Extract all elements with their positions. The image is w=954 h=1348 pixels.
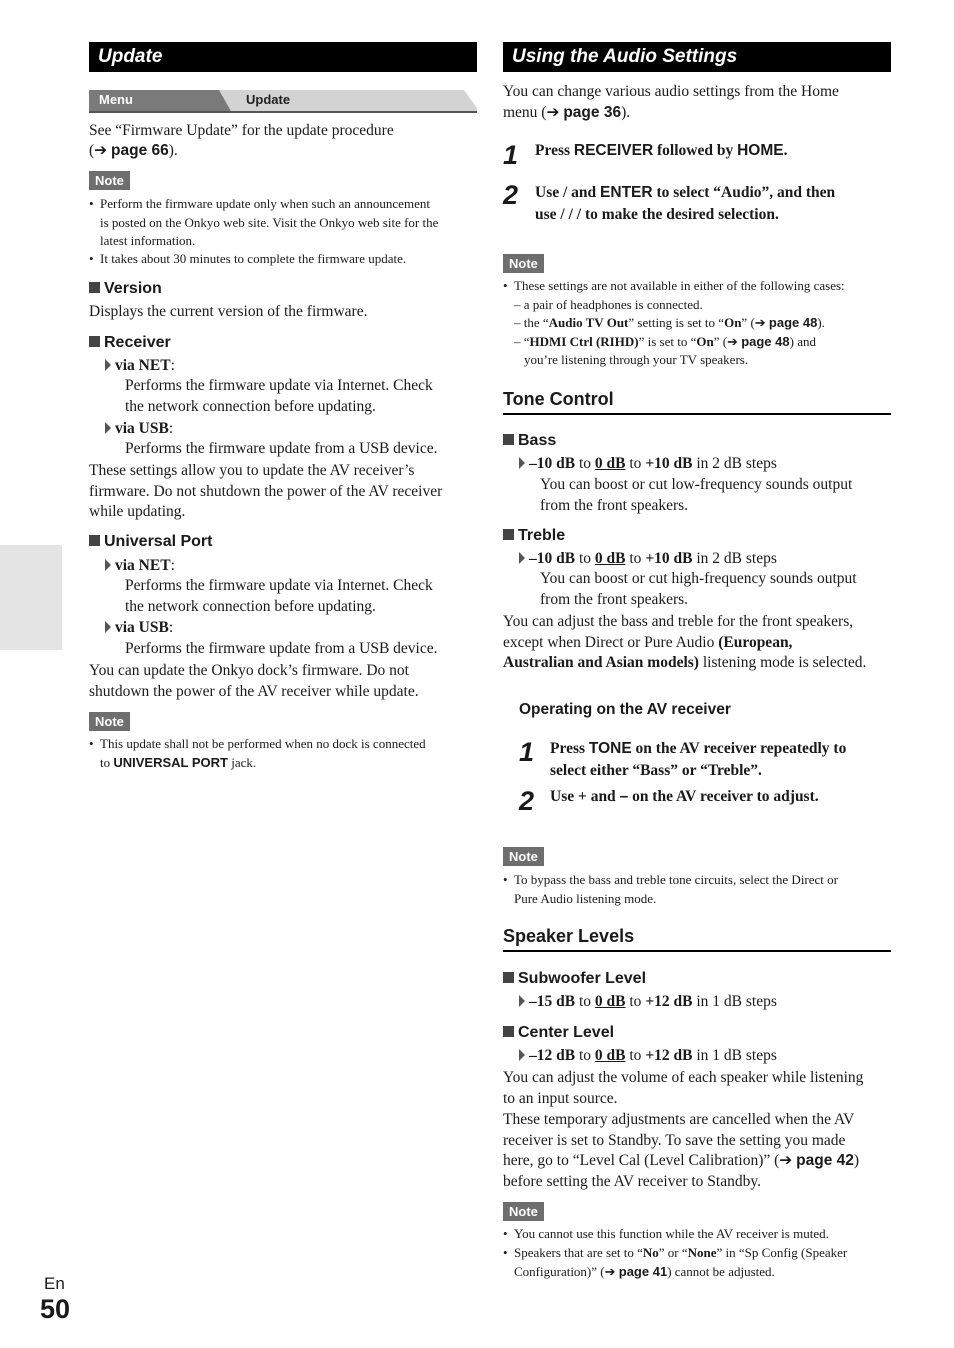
universal-port-heading: Universal Port — [89, 532, 212, 552]
subwoofer-range: –15 dB to 0 dB to +12 dB in 1 dB steps — [519, 992, 777, 1013]
speaker-note-bullet-1: • You cannot use this function while the AV receiver is muted. — [503, 1225, 898, 1244]
menu-path-menu: Menu — [99, 92, 133, 107]
speaker-note-bullet-2: • Speakers that are set to “No” or “None” in “Sp Config (Speaker Configuration)” (➔ page 41) cannot be adjusted. — [503, 1244, 898, 1281]
universal-via-usb: via USB: — [105, 618, 173, 639]
note-badge: Note — [503, 1202, 544, 1221]
bass-range: –10 dB to 0 dB to +10 dB in 2 dB steps — [519, 454, 777, 475]
note-badge: Note — [503, 847, 544, 866]
receiver-heading: Receiver — [89, 333, 171, 353]
side-tab — [0, 545, 62, 650]
update-note-bullet-2: • It takes about 30 minutes to complete the firmware update. — [89, 250, 484, 269]
op-step-2-number: 2 — [519, 786, 535, 816]
receiver-net-desc: Performs the firmware update via Internet. Check the network connection before updating. — [125, 377, 433, 415]
universal-usb-desc: Performs the firmware update from a USB device. — [125, 640, 438, 657]
update-intro-line2: (➔ page 66). — [89, 142, 178, 159]
treble-heading: Treble — [503, 526, 565, 546]
op-step-1-text: Press TONE on the AV receiver repeatedly to select either “Bass” or “Treble”. — [550, 740, 847, 779]
receiver-via-usb: via USB: — [105, 419, 173, 440]
update-note-bullet-1: • Perform the firmware update only when such an announcement is posted on the Onkyo web site. Visit the Onkyo web site for the latest information. — [89, 195, 484, 251]
version-heading: Version — [89, 279, 162, 299]
speaker-para-1: You can adjust the volume of each speaker while listening to an input source. — [503, 1069, 864, 1107]
speaker-levels-rule — [503, 950, 891, 952]
menu-path — [89, 90, 477, 113]
audio-settings-section-title: Using the Audio Settings — [503, 42, 891, 72]
universal-note-bullet: • This update shall not be performed when no dock is connected to UNIVERSAL PORT jack. — [89, 735, 484, 772]
note-badge: Note — [503, 254, 544, 273]
page-36-link[interactable]: page 36 — [563, 103, 622, 121]
note-badge: Note — [89, 712, 130, 731]
bass-desc: You can boost or cut low-frequency sounds output from the front speakers. — [540, 476, 853, 514]
note-badge: Note — [89, 171, 130, 190]
page-48-link[interactable]: page 48 — [741, 333, 790, 349]
audio-intro: You can change various audio settings from the Home menu (➔ page 36). — [503, 83, 839, 121]
step-1-text: Press RECEIVER followed by HOME. — [535, 142, 788, 159]
receiver-via-net: via NET: — [105, 356, 175, 377]
step-1-number: 1 — [503, 140, 519, 170]
version-desc: Displays the current version of the firmware. — [89, 303, 368, 320]
page-41-link[interactable]: page 41 — [618, 1263, 668, 1279]
speaker-para-2: These temporary adjustments are cancelled when the AV receiver is set to Standby. To save the setting you made here, go to “Level Cal (Level Calibration)” (➔ page 42) before setting the AV receiver to Standby. — [503, 1111, 860, 1190]
language-label: En — [44, 1274, 65, 1293]
center-range: –12 dB to 0 dB to +12 dB in 1 dB steps — [519, 1046, 777, 1067]
menu-path-item: Update — [246, 92, 291, 107]
tone-note: • To bypass the bass and treble tone circuits, select the Direct or Pure Audio listening mode. — [503, 871, 898, 908]
page-48-link[interactable]: page 48 — [768, 315, 818, 330]
operating-heading: Operating on the AV receiver — [519, 701, 731, 718]
speaker-levels-heading: Speaker Levels — [503, 926, 635, 946]
bass-heading: Bass — [503, 431, 556, 451]
universal-via-net: via NET: — [105, 556, 175, 577]
receiver-usb-desc: Performs the firmware update from a USB device. — [125, 440, 438, 457]
update-intro-line1: See “Firmware Update” for the update procedure — [89, 122, 394, 139]
treble-range: –10 dB to 0 dB to +10 dB in 2 dB steps — [519, 549, 777, 570]
audio-note: • These settings are not available in either of the following cases: – a pair of headphones is connected. – the “Audio TV Out” setting is set to “On” (➔ page 48). – “HDMI Ctrl (RIHD)” is set to “On” (➔ page 48) and you’re listening through your TV speakers. — [503, 277, 898, 370]
universal-para: You can update the Onkyo dock’s firmware. Do not shutdown the power of the AV receiver while update. — [89, 662, 419, 700]
subwoofer-heading: Subwoofer Level — [503, 969, 646, 989]
universal-net-desc: Performs the firmware update via Internet. Check the network connection before updating. — [125, 577, 433, 615]
page-66-link[interactable]: page 66 — [111, 142, 169, 159]
op-step-1-number: 1 — [519, 737, 535, 767]
tone-para: You can adjust the bass and treble for the front speakers, except when Direct or Pure Audio (European, Australian and Asian models) listening mode is selected. — [503, 613, 867, 671]
tone-control-rule — [503, 413, 891, 415]
tone-control-heading: Tone Control — [503, 389, 614, 409]
center-heading: Center Level — [503, 1023, 614, 1043]
receiver-para: These settings allow you to update the AV receiver’s firmware. Do not shutdown the power of the AV receiver while updating. — [89, 462, 443, 520]
update-section-title: Update — [89, 42, 477, 72]
treble-desc: You can boost or cut high-frequency sounds output from the front speakers. — [540, 570, 857, 608]
page-number: 50 — [40, 1294, 71, 1324]
step-2-text: Use / and ENTER to select “Audio”, and then use / / / to make the desired selection. — [535, 184, 836, 223]
step-2-number: 2 — [503, 180, 519, 210]
op-step-2-text: Use + and – on the AV receiver to adjust. — [550, 788, 819, 805]
page-42-link[interactable]: page 42 — [796, 1152, 854, 1169]
